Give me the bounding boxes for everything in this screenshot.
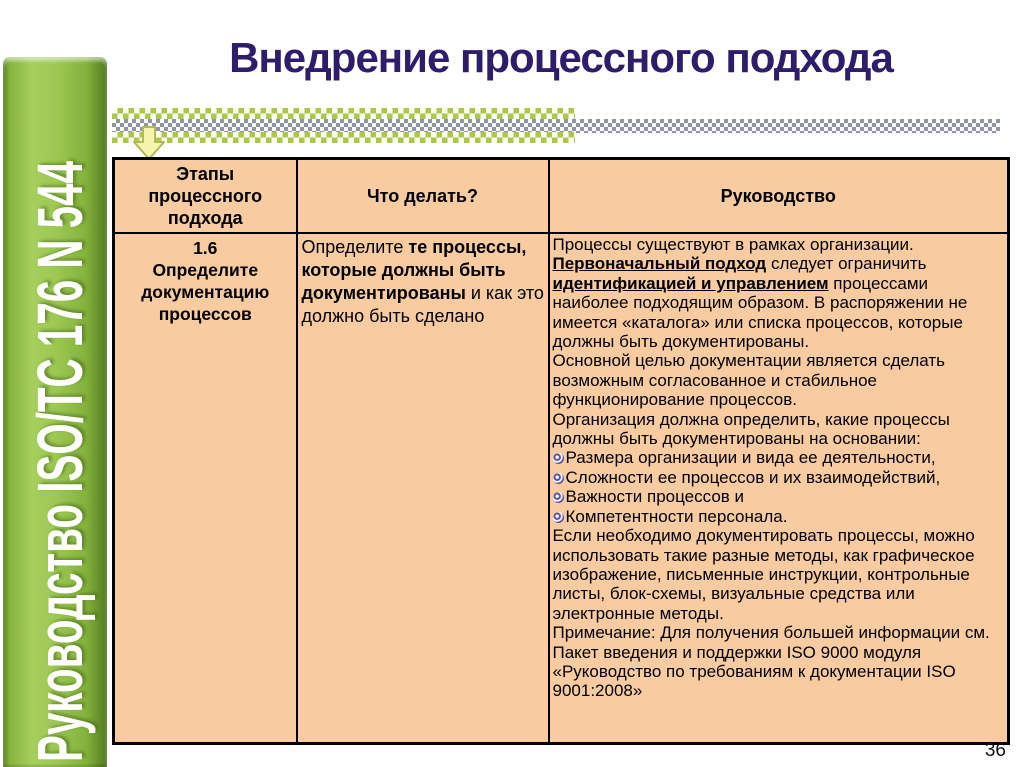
spiral-bullet-icon [553,453,564,464]
bullet-item [553,507,1006,526]
table-header-row [114,159,1009,234]
text-segment: Важности процессов и [565,487,745,507]
spiral-bullet-icon [553,473,564,484]
cell-stage [114,233,297,744]
col-header-stages: Этапы процессного подхода [114,159,297,234]
text-segment: процессами наиболее подходящим образом. В распоряжении не имеется «каталога» или списка процессов, которые должны быть документированы. [552,273,968,352]
process-table [112,157,1010,745]
text-segment: Определите [301,237,409,257]
text-segment: Первоначальный подход [552,254,767,274]
text-segment: Примечание: Для получения большей информации см. Пакет введения и поддержки ISO 9000 модуля «Руководство по требованиям к документации ISO 9001:2008» [552,623,990,701]
bullet-item [553,487,1006,506]
text-segment: идентификацией и управлением [552,273,829,293]
spiral-bullet-icon [553,512,564,523]
page-title: Внедрение процессного подхода [229,34,893,81]
cell-guidance [549,233,1009,744]
text-segment: Компетентности персонала. [565,506,788,526]
down-arrow-icon [130,126,168,161]
paragraph [553,623,1006,701]
text-segment: Процессы существуют в рамках организации. [552,235,914,254]
ribbon-gray [112,119,1000,133]
sidebar-banner [3,57,107,767]
cell-what-to-do [297,233,549,744]
text-segment: Сложности ее процессов и их взаимодействий, [565,467,941,487]
text-segment: Основной целью документации является сделать возможным согласованное и стабильное функционирование процессов. [552,351,946,410]
sidebar-label: Руководство ISO/TC 176 N 544 [24,161,96,763]
stage-title: Определите документацию процессов [141,260,270,324]
ribbon-green-bottom [112,132,575,143]
page-number: 36 [984,740,1006,761]
spiral-bullet-icon [553,492,564,503]
col-header-what-to-do: Что делать? [297,159,549,234]
text-segment: Размера организации и вида ее деятельности, [565,448,936,468]
text-segment: те процессы, которые должны быть документированы [301,237,527,303]
text-segment: и как это должно быть сделано [301,283,544,326]
text-segment: Организация должна определить, какие процессы должны быть документированы на основании: [552,409,950,449]
bullet-item [553,468,1006,487]
paragraph [553,526,1006,623]
paragraph [553,235,1006,351]
stage-number: 1.6 [193,238,218,258]
text-segment: Если необходимо документировать процессы, можно использовать такие разные методы, как графическое изображение, письменные инструкции, контрольные листы, блок-схемы, визуальные средства или электронные методы. [552,526,975,623]
bullet-item [553,448,1006,467]
col-header-guidance: Руководство [549,159,1009,234]
text-segment: следует ограничить [766,254,927,274]
paragraph [553,351,1006,409]
table-row [114,233,1009,744]
paragraph [553,410,1006,449]
